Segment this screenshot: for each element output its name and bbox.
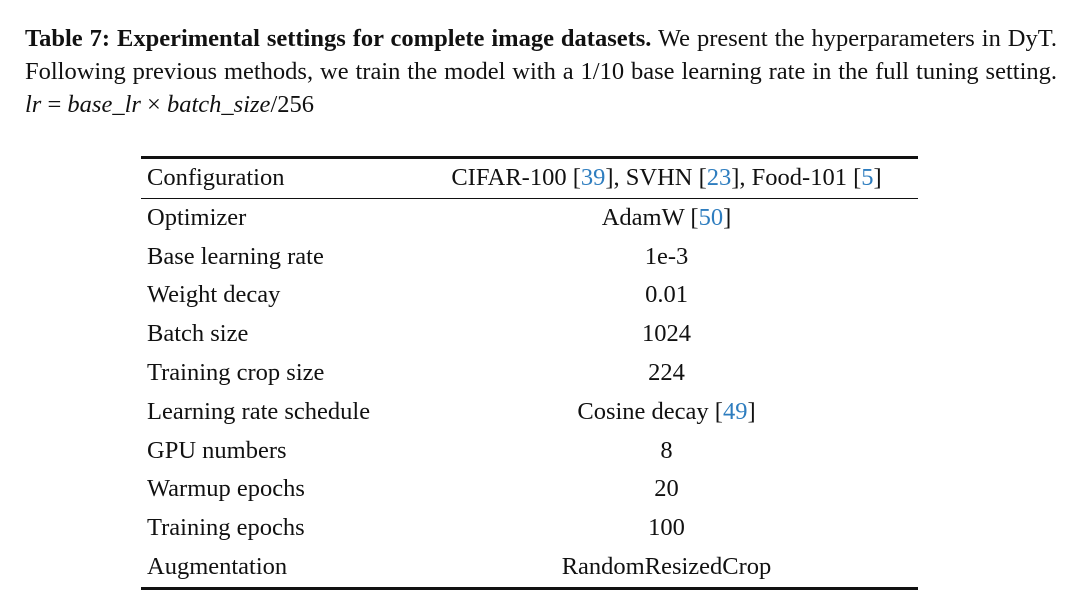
config-value xyxy=(415,354,918,393)
config-name: Warmup epochs xyxy=(147,475,305,503)
config-name: Training epochs xyxy=(147,514,305,542)
table-caption xyxy=(25,22,1057,121)
config-value xyxy=(415,509,918,548)
config-name: Weight decay xyxy=(147,281,281,309)
table-row-training-crop-size xyxy=(141,354,918,393)
caption-formula xyxy=(25,91,314,118)
cell-text: ] xyxy=(723,203,732,231)
cell-text: 8 xyxy=(660,436,673,464)
table-row-augmentation xyxy=(141,548,918,588)
config-value xyxy=(415,238,918,277)
cell-text: RandomResizedCrop xyxy=(561,552,772,580)
table-row-weight-decay xyxy=(141,276,918,315)
settings-table xyxy=(141,156,918,590)
citation-link[interactable]: 23 xyxy=(706,164,732,191)
header-row xyxy=(141,158,918,199)
table-row-learning-rate-schedule xyxy=(141,393,918,432)
cell-text: 100 xyxy=(648,514,685,542)
cell-text: 1024 xyxy=(642,320,691,348)
cell-text: Cosine decay [ xyxy=(577,397,723,425)
config-name: Learning rate schedule xyxy=(147,397,371,425)
formula-tail: /256 xyxy=(270,91,314,118)
caption-label: Table 7: Experimental settings for complete image datasets. xyxy=(25,25,652,52)
cell-text: CIFAR-100 [ xyxy=(451,164,581,191)
config-name: Augmentation xyxy=(147,552,288,580)
formula-equals: = xyxy=(41,91,68,118)
config-name: GPU numbers xyxy=(147,436,287,464)
config-name: Training crop size xyxy=(147,358,325,386)
config-value xyxy=(415,198,918,237)
citation-link[interactable]: 5 xyxy=(861,164,874,191)
config-value xyxy=(415,432,918,471)
cell-text: ] xyxy=(873,164,882,191)
cell-text: 224 xyxy=(648,358,685,386)
table-body xyxy=(141,198,918,588)
caption-text: We present the hyperparameters in DyT. Following previous methods, we train the model with a 1/10 base learning rate in the full tuning setting. xyxy=(25,25,1057,85)
config-name: Optimizer xyxy=(147,203,247,231)
cell-text: ] xyxy=(747,397,756,425)
formula-lhs: lr xyxy=(25,91,42,118)
citation-link[interactable]: 39 xyxy=(580,164,606,191)
config-name: Batch size xyxy=(147,320,249,348)
table-row-optimizer xyxy=(141,198,918,237)
table-header xyxy=(141,158,918,199)
formula-term-base-lr: base_lr xyxy=(67,91,141,118)
config-name: Base learning rate xyxy=(147,242,324,270)
table-row-training-epochs xyxy=(141,509,918,548)
citation-link[interactable]: 50 xyxy=(698,203,724,231)
config-value xyxy=(415,548,918,588)
cell-text: 20 xyxy=(654,475,679,503)
config-value xyxy=(415,276,918,315)
header-datasets xyxy=(415,158,918,199)
table-row-base-learning-rate xyxy=(141,238,918,277)
config-value xyxy=(415,393,918,432)
formula-times: × xyxy=(140,91,167,118)
citation-link[interactable]: 49 xyxy=(722,397,748,425)
cell-text: AdamW [ xyxy=(601,203,699,231)
table-row-batch-size xyxy=(141,315,918,354)
cell-text: 0.01 xyxy=(645,281,688,309)
header-configuration: Configuration xyxy=(147,164,285,191)
cell-text: ], SVHN [ xyxy=(605,164,707,191)
config-value xyxy=(415,315,918,354)
settings-table-container xyxy=(141,156,918,590)
formula-term-batch-size: batch_size xyxy=(167,91,271,118)
cell-text: 1e-3 xyxy=(644,242,689,270)
config-value xyxy=(415,470,918,509)
table-row-warmup-epochs xyxy=(141,470,918,509)
cell-text: ], Food-101 [ xyxy=(731,164,862,191)
table-row-gpu-numbers xyxy=(141,432,918,471)
